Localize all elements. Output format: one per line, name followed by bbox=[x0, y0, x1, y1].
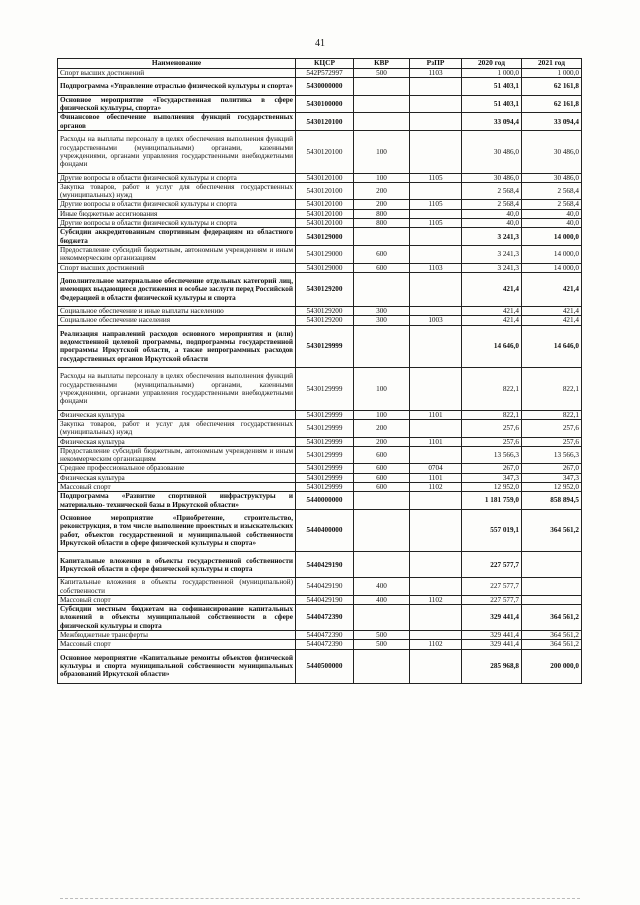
row-rzpr-cell bbox=[410, 446, 462, 464]
row-2020-cell: 3 241,3 bbox=[462, 245, 522, 263]
row-name-cell: Субсидии аккредитованным спортивным федерациям из областного бюджета bbox=[58, 228, 296, 246]
row-kvr-cell: 100 bbox=[354, 173, 410, 182]
row-kvr-cell bbox=[354, 95, 410, 113]
row-rzpr-cell: 1101 bbox=[410, 473, 462, 482]
row-2021-cell: 364 561,2 bbox=[522, 605, 582, 631]
row-2021-cell bbox=[522, 578, 582, 596]
row-kcsr-cell: 5440472390 bbox=[296, 640, 354, 649]
row-kvr-cell bbox=[354, 78, 410, 96]
row-2020-cell: 13 566,3 bbox=[462, 446, 522, 464]
row-2020-cell: 421,4 bbox=[462, 272, 522, 306]
row-2021-cell: 421,4 bbox=[522, 272, 582, 306]
row-name-cell: Реализация направлений расходов основного мероприятия и (или) ведомственной целевой программы, подпрограммы государственной программы Иркутской области, а также непрограммных расходов государственных органов Иркутской области bbox=[58, 325, 296, 368]
row-kcsr-cell: 5430129999 bbox=[296, 368, 354, 411]
row-kvr-cell: 400 bbox=[354, 595, 410, 604]
row-2020-cell: 347,3 bbox=[462, 473, 522, 482]
row-kvr-cell: 400 bbox=[354, 578, 410, 596]
row-kvr-cell bbox=[354, 509, 410, 552]
row-kvr-cell: 800 bbox=[354, 219, 410, 228]
table-row bbox=[58, 131, 582, 174]
row-2020-cell: 227 577,7 bbox=[462, 578, 522, 596]
row-2020-cell: 51 403,1 bbox=[462, 95, 522, 113]
row-name-cell: Основное мероприятие «Государственная политика в сфере физической культуры, спорта» bbox=[58, 95, 296, 113]
page-number: 41 bbox=[315, 38, 325, 49]
row-2021-cell: 30 486,0 bbox=[522, 173, 582, 182]
row-name-cell: Физическая культура bbox=[58, 410, 296, 419]
row-name-cell: Капитальные вложения в объекты государственной (муниципальной) собственности bbox=[58, 578, 296, 596]
row-2020-cell: 30 486,0 bbox=[462, 173, 522, 182]
row-2020-cell: 421,4 bbox=[462, 307, 522, 316]
table-row bbox=[58, 473, 582, 482]
column-header-kvr: КВР bbox=[354, 59, 410, 69]
row-kcsr-cell: 5430120100 bbox=[296, 113, 354, 131]
column-header-2020: 2020 год bbox=[462, 59, 522, 69]
row-kvr-cell: 800 bbox=[354, 209, 410, 218]
row-kvr-cell: 500 bbox=[354, 69, 410, 78]
row-kcsr-cell: 5440472390 bbox=[296, 631, 354, 640]
row-kcsr-cell: 5440429190 bbox=[296, 595, 354, 604]
row-kcsr-cell: 5430120100 bbox=[296, 200, 354, 209]
row-name-cell: Предоставление субсидий бюджетным, автономным учреждениям и иным некоммерческим организациям bbox=[58, 446, 296, 464]
row-kcsr-cell: 5430129200 bbox=[296, 272, 354, 306]
table-row bbox=[58, 605, 582, 631]
row-kvr-cell: 300 bbox=[354, 316, 410, 325]
row-rzpr-cell bbox=[410, 182, 462, 200]
column-header-2021: 2021 год bbox=[522, 59, 582, 69]
row-name-cell: Массовый спорт bbox=[58, 640, 296, 649]
row-2021-cell bbox=[522, 552, 582, 578]
table-row bbox=[58, 578, 582, 596]
row-2021-cell: 257,6 bbox=[522, 437, 582, 446]
row-rzpr-cell bbox=[410, 209, 462, 218]
table-row bbox=[58, 410, 582, 419]
row-kcsr-cell: 5430129999 bbox=[296, 473, 354, 482]
row-name-cell: Социальное обеспечение и иные выплаты населению bbox=[58, 307, 296, 316]
row-name-cell: Субсидии местным бюджетам на софинансирование капитальных вложений в объекты муниципальной собственности в сфере физической культуры и спорта bbox=[58, 605, 296, 631]
row-name-cell: Закупка товаров, работ и услуг для обеспечения государственных (муниципальных) нужд bbox=[58, 182, 296, 200]
row-kvr-cell: 600 bbox=[354, 483, 410, 492]
row-kcsr-cell: 5430129000 bbox=[296, 245, 354, 263]
row-2021-cell: 14 646,0 bbox=[522, 325, 582, 368]
row-2021-cell: 364 561,2 bbox=[522, 640, 582, 649]
row-kcsr-cell: 5430120100 bbox=[296, 182, 354, 200]
table-row bbox=[58, 325, 582, 368]
row-2020-cell: 421,4 bbox=[462, 316, 522, 325]
row-kvr-cell: 600 bbox=[354, 464, 410, 473]
row-name-cell: Основное мероприятие «Капитальные ремонты объектов физической культуры и спорта муниципальной собственности муниципальных образований Иркутской области» bbox=[58, 649, 296, 683]
table-row bbox=[58, 483, 582, 492]
row-rzpr-cell: 1101 bbox=[410, 437, 462, 446]
row-name-cell: Подпрограмма «Управление отраслью физической культуры и спорта» bbox=[58, 78, 296, 96]
row-kvr-cell bbox=[354, 649, 410, 683]
row-name-cell: Капитальные вложения в объекты государственной собственности Иркутской области в сфере физической культуры и спорта bbox=[58, 552, 296, 578]
row-2021-cell: 421,4 bbox=[522, 316, 582, 325]
budget-table bbox=[57, 58, 582, 684]
row-rzpr-cell: 1105 bbox=[410, 200, 462, 209]
row-2021-cell: 200 000,0 bbox=[522, 649, 582, 683]
row-kvr-cell: 200 bbox=[354, 419, 410, 437]
row-kcsr-cell: 5430129999 bbox=[296, 446, 354, 464]
row-2020-cell: 257,6 bbox=[462, 419, 522, 437]
row-kvr-cell: 100 bbox=[354, 131, 410, 174]
table-row bbox=[58, 219, 582, 228]
row-2021-cell: 858 894,5 bbox=[522, 492, 582, 510]
row-kvr-cell: 600 bbox=[354, 263, 410, 272]
row-name-cell: Физическая культура bbox=[58, 473, 296, 482]
row-2021-cell: 14 000,0 bbox=[522, 263, 582, 272]
row-2021-cell: 13 566,3 bbox=[522, 446, 582, 464]
row-name-cell: Другие вопросы в области физической культуры и спорта bbox=[58, 173, 296, 182]
row-kcsr-cell: 5440500000 bbox=[296, 649, 354, 683]
row-name-cell: Закупка товаров, работ и услуг для обеспечения государственных (муниципальных) нужд bbox=[58, 419, 296, 437]
table-row bbox=[58, 649, 582, 683]
row-name-cell: Социальное обеспечение населения bbox=[58, 316, 296, 325]
row-kcsr-cell: 5430129200 bbox=[296, 316, 354, 325]
row-2020-cell: 2 568,4 bbox=[462, 182, 522, 200]
row-rzpr-cell bbox=[410, 228, 462, 246]
row-2021-cell: 14 000,0 bbox=[522, 245, 582, 263]
table-row bbox=[58, 173, 582, 182]
row-rzpr-cell bbox=[410, 307, 462, 316]
row-name-cell: Спорт высших достижений bbox=[58, 263, 296, 272]
row-2021-cell: 62 161,8 bbox=[522, 95, 582, 113]
row-kvr-cell bbox=[354, 492, 410, 510]
row-2021-cell: 62 161,8 bbox=[522, 78, 582, 96]
table-row bbox=[58, 307, 582, 316]
row-rzpr-cell: 1103 bbox=[410, 263, 462, 272]
row-2020-cell: 257,6 bbox=[462, 437, 522, 446]
row-kcsr-cell: 5430129000 bbox=[296, 263, 354, 272]
row-2020-cell: 227 577,7 bbox=[462, 595, 522, 604]
row-kvr-cell bbox=[354, 605, 410, 631]
row-name-cell: Иные бюджетные ассигнования bbox=[58, 209, 296, 218]
row-2020-cell: 40,0 bbox=[462, 219, 522, 228]
row-kcsr-cell: 5440400000 bbox=[296, 509, 354, 552]
row-rzpr-cell bbox=[410, 492, 462, 510]
row-2021-cell: 2 568,4 bbox=[522, 200, 582, 209]
table-row bbox=[58, 446, 582, 464]
row-2020-cell: 1 181 759,0 bbox=[462, 492, 522, 510]
row-rzpr-cell: 1101 bbox=[410, 410, 462, 419]
row-kvr-cell bbox=[354, 113, 410, 131]
row-kcsr-cell: 5430129200 bbox=[296, 307, 354, 316]
row-2020-cell: 822,1 bbox=[462, 368, 522, 411]
row-rzpr-cell bbox=[410, 325, 462, 368]
row-2021-cell: 822,1 bbox=[522, 368, 582, 411]
row-kcsr-cell: 5430129999 bbox=[296, 437, 354, 446]
column-header-name: Наименование bbox=[58, 59, 296, 69]
table-row bbox=[58, 509, 582, 552]
row-kvr-cell: 200 bbox=[354, 200, 410, 209]
row-kvr-cell bbox=[354, 325, 410, 368]
table-row bbox=[58, 492, 582, 510]
row-kcsr-cell: 5430000000 bbox=[296, 78, 354, 96]
row-kcsr-cell: 5430120100 bbox=[296, 209, 354, 218]
table-row bbox=[58, 228, 582, 246]
column-header-kcsr: КЦСР bbox=[296, 59, 354, 69]
row-name-cell: Межбюджетные трансферты bbox=[58, 631, 296, 640]
row-kvr-cell: 600 bbox=[354, 245, 410, 263]
row-kvr-cell: 100 bbox=[354, 410, 410, 419]
row-2020-cell: 557 019,1 bbox=[462, 509, 522, 552]
row-2020-cell: 329 441,4 bbox=[462, 631, 522, 640]
row-2021-cell: 12 952,0 bbox=[522, 483, 582, 492]
row-name-cell: Физическая культура bbox=[58, 437, 296, 446]
row-kcsr-cell: 5430120100 bbox=[296, 131, 354, 174]
row-name-cell: Расходы на выплаты персоналу в целях обеспечения выполнения функций государственными (муниципальными) органами, казенными учреждениями, органами управления государственными внебюджетными фондами bbox=[58, 131, 296, 174]
row-rzpr-cell bbox=[410, 113, 462, 131]
row-rzpr-cell bbox=[410, 552, 462, 578]
row-name-cell: Основное мероприятие «Приобретение, строительство, реконструкция, в том числе выполнение проектных и изыскательских работ, объектов государственной и муниципальной собственности Иркутской области в сфере физической культуры и спорта» bbox=[58, 509, 296, 552]
row-kvr-cell: 600 bbox=[354, 446, 410, 464]
row-rzpr-cell bbox=[410, 578, 462, 596]
row-2021-cell: 822,1 bbox=[522, 410, 582, 419]
row-name-cell: Другие вопросы в области физической культуры и спорта bbox=[58, 200, 296, 209]
table-row bbox=[58, 263, 582, 272]
row-2020-cell: 3 241,3 bbox=[462, 263, 522, 272]
row-kcsr-cell: 5430129999 bbox=[296, 419, 354, 437]
row-kvr-cell: 300 bbox=[354, 307, 410, 316]
row-kcsr-cell: 5430129999 bbox=[296, 410, 354, 419]
row-rzpr-cell: 1102 bbox=[410, 483, 462, 492]
row-rzpr-cell bbox=[410, 368, 462, 411]
row-kcsr-cell: 5430129999 bbox=[296, 464, 354, 473]
row-2021-cell: 14 000,0 bbox=[522, 228, 582, 246]
row-2021-cell: 1 000,0 bbox=[522, 69, 582, 78]
table-row bbox=[58, 69, 582, 78]
row-2020-cell: 30 486,0 bbox=[462, 131, 522, 174]
table-row bbox=[58, 552, 582, 578]
row-rzpr-cell: 1003 bbox=[410, 316, 462, 325]
row-2020-cell: 822,1 bbox=[462, 410, 522, 419]
row-kcsr-cell: 5430120100 bbox=[296, 173, 354, 182]
table-row bbox=[58, 78, 582, 96]
row-2021-cell: 30 486,0 bbox=[522, 131, 582, 174]
row-rzpr-cell: 0704 bbox=[410, 464, 462, 473]
row-name-cell: Спорт высших достижений bbox=[58, 69, 296, 78]
table-row bbox=[58, 245, 582, 263]
row-rzpr-cell bbox=[410, 509, 462, 552]
row-2020-cell: 329 441,4 bbox=[462, 605, 522, 631]
table-row bbox=[58, 368, 582, 411]
row-2021-cell: 33 094,4 bbox=[522, 113, 582, 131]
row-name-cell: Финансовое обеспечение выполнения функций государственных органов bbox=[58, 113, 296, 131]
row-2021-cell: 421,4 bbox=[522, 307, 582, 316]
row-rzpr-cell: 1105 bbox=[410, 173, 462, 182]
row-rzpr-cell bbox=[410, 649, 462, 683]
row-rzpr-cell bbox=[410, 131, 462, 174]
row-2020-cell: 51 403,1 bbox=[462, 78, 522, 96]
table-row bbox=[58, 464, 582, 473]
row-kcsr-cell: 5430100000 bbox=[296, 95, 354, 113]
page-bottom-edge bbox=[60, 898, 580, 899]
table-row bbox=[58, 95, 582, 113]
row-rzpr-cell bbox=[410, 605, 462, 631]
row-2020-cell: 285 968,8 bbox=[462, 649, 522, 683]
row-kvr-cell bbox=[354, 272, 410, 306]
row-rzpr-cell bbox=[410, 78, 462, 96]
row-2020-cell: 3 241,3 bbox=[462, 228, 522, 246]
row-kvr-cell: 600 bbox=[354, 473, 410, 482]
table-row bbox=[58, 316, 582, 325]
column-header-rzpr: РзПР bbox=[410, 59, 462, 69]
row-name-cell: Массовый спорт bbox=[58, 483, 296, 492]
row-2021-cell: 257,6 bbox=[522, 419, 582, 437]
row-rzpr-cell bbox=[410, 245, 462, 263]
row-rzpr-cell: 1105 bbox=[410, 219, 462, 228]
row-kvr-cell bbox=[354, 228, 410, 246]
row-name-cell: Предоставление субсидий бюджетным, автономным учреждениям и иным некоммерческим организациям bbox=[58, 245, 296, 263]
row-rzpr-cell: 1103 bbox=[410, 69, 462, 78]
row-kcsr-cell: 5440429190 bbox=[296, 578, 354, 596]
row-2020-cell: 14 646,0 bbox=[462, 325, 522, 368]
row-2021-cell: 267,0 bbox=[522, 464, 582, 473]
row-kcsr-cell: 5430129000 bbox=[296, 228, 354, 246]
row-kvr-cell: 200 bbox=[354, 182, 410, 200]
row-2020-cell: 12 952,0 bbox=[462, 483, 522, 492]
table-row bbox=[58, 419, 582, 437]
table-row bbox=[58, 209, 582, 218]
row-name-cell: Подпрограмма «Развитие спортивной инфраструктуры и материально- технической базы в Иркутской области» bbox=[58, 492, 296, 510]
table-row bbox=[58, 631, 582, 640]
row-rzpr-cell bbox=[410, 631, 462, 640]
row-name-cell: Среднее профессиональное образование bbox=[58, 464, 296, 473]
row-name-cell: Дополнительное материальное обеспечение отдельных категорий лиц, имеющих выдающиеся достижения и особые заслуги перед Российской Федерацией в области физической культуры и спорта bbox=[58, 272, 296, 306]
table-row bbox=[58, 640, 582, 649]
row-kcsr-cell: 5440429190 bbox=[296, 552, 354, 578]
row-2021-cell bbox=[522, 595, 582, 604]
row-2021-cell: 2 568,4 bbox=[522, 182, 582, 200]
table-row bbox=[58, 113, 582, 131]
row-2021-cell: 364 561,2 bbox=[522, 509, 582, 552]
row-2020-cell: 1 000,0 bbox=[462, 69, 522, 78]
row-rzpr-cell bbox=[410, 419, 462, 437]
row-kcsr-cell: 5430120100 bbox=[296, 219, 354, 228]
table-header-row bbox=[58, 59, 582, 69]
table-row bbox=[58, 182, 582, 200]
row-kvr-cell: 100 bbox=[354, 368, 410, 411]
row-kcsr-cell: 5440000000 bbox=[296, 492, 354, 510]
row-2020-cell: 2 568,4 bbox=[462, 200, 522, 209]
row-kcsr-cell: 542P572997 bbox=[296, 69, 354, 78]
row-name-cell: Расходы на выплаты персоналу в целях обеспечения выполнения функций государственными (муниципальными) органами, казенными учреждениями, органами управления государственными внебюджетными фондами bbox=[58, 368, 296, 411]
row-2021-cell: 364 561,2 bbox=[522, 631, 582, 640]
row-2020-cell: 33 094,4 bbox=[462, 113, 522, 131]
row-kvr-cell bbox=[354, 552, 410, 578]
row-2020-cell: 267,0 bbox=[462, 464, 522, 473]
row-2021-cell: 40,0 bbox=[522, 219, 582, 228]
table-row bbox=[58, 272, 582, 306]
row-kcsr-cell: 5430129999 bbox=[296, 483, 354, 492]
row-rzpr-cell bbox=[410, 272, 462, 306]
table-body bbox=[58, 69, 582, 684]
table-row bbox=[58, 200, 582, 209]
row-rzpr-cell: 1102 bbox=[410, 595, 462, 604]
row-kcsr-cell: 5430129999 bbox=[296, 325, 354, 368]
table-row bbox=[58, 437, 582, 446]
row-2020-cell: 329 441,4 bbox=[462, 640, 522, 649]
row-kvr-cell: 500 bbox=[354, 640, 410, 649]
row-rzpr-cell: 1102 bbox=[410, 640, 462, 649]
row-rzpr-cell bbox=[410, 95, 462, 113]
row-kvr-cell: 500 bbox=[354, 631, 410, 640]
row-kcsr-cell: 5440472390 bbox=[296, 605, 354, 631]
row-2020-cell: 40,0 bbox=[462, 209, 522, 218]
row-2020-cell: 227 577,7 bbox=[462, 552, 522, 578]
row-name-cell: Другие вопросы в области физической культуры и спорта bbox=[58, 219, 296, 228]
row-2021-cell: 40,0 bbox=[522, 209, 582, 218]
row-kvr-cell: 200 bbox=[354, 437, 410, 446]
table-row bbox=[58, 595, 582, 604]
row-2021-cell: 347,3 bbox=[522, 473, 582, 482]
row-name-cell: Массовый спорт bbox=[58, 595, 296, 604]
